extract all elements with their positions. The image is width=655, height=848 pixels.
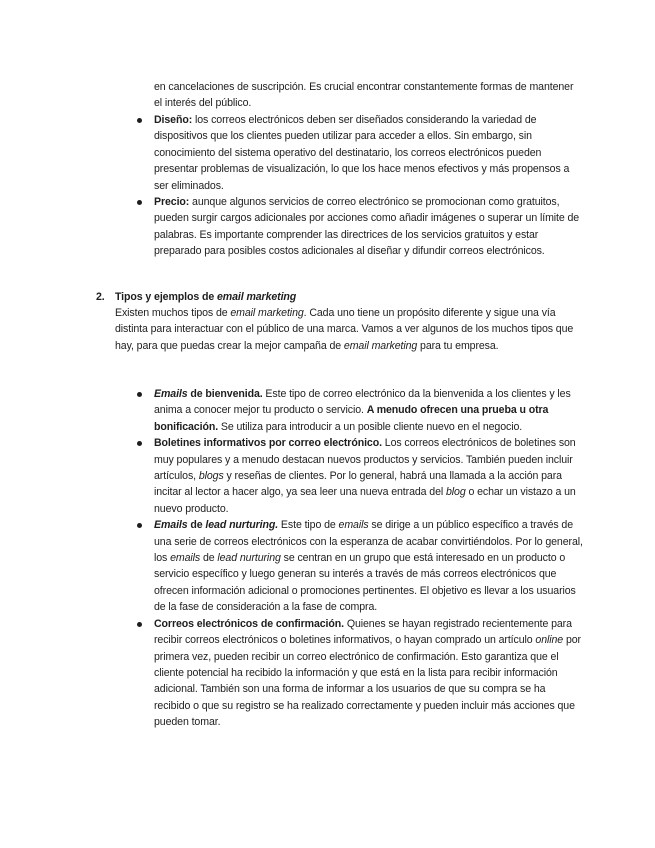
bullet-icon (137, 441, 142, 446)
lead-italic: emails (170, 552, 201, 565)
list-item-design (154, 112, 584, 194)
list-item-price (154, 194, 584, 260)
heading-italic: email marketing (217, 291, 297, 303)
bullet-icon (137, 392, 142, 397)
confirmation-italic: online (535, 634, 564, 647)
lead-label-mid: de (187, 519, 206, 532)
section-intro (115, 305, 580, 354)
confirmation-text: por primera vez, pueden recibir un correo electrónico de confirmación. Esto garantiza que el cliente potencial ha recibido la información y que está en la lista para recibir información adicional. También son una forma de informar a los usuarios de que su compra se ha recibido o que su registro se ha realizado correctamente y pueden incluir más acciones que pueden tomar. (154, 634, 581, 729)
confirmation-label: Correos electrónicos de confirmación. (154, 617, 344, 630)
lead-nurturing-label (154, 519, 278, 531)
lead-text: Este tipo de (278, 519, 339, 532)
newsletters-italic: blog (445, 486, 466, 499)
intro-italic: email marketing (230, 307, 304, 319)
first-bullet-list (154, 112, 584, 260)
price-text: aunque algunos servicios de correo electrónico se promocionan como gratuitos, pueden surgir cargos adicionales por acciones como añadir imágenes o superar un límite de palabras. Es importante comprender las directrices de los servicios gratuitos y estar preparado para posibles costos adicionales al diseñar y difundir correos electrónicos. (154, 196, 580, 258)
bullet-icon (137, 200, 142, 205)
lead-label-italic: lead nurturing. (205, 519, 279, 532)
newsletters-text: y reseñas de clientes. Por lo general, habrá una llamada a la acción para incitar al lector a hacer algo, ya sea leer una nueva entrada del (154, 470, 562, 499)
types-bullet-list (154, 386, 584, 731)
welcome-label-rest: de bienvenida. (187, 388, 263, 400)
bullet-icon (137, 523, 142, 528)
heading-plain: Tipos y ejemplos de (115, 291, 218, 303)
lead-italic: lead nurturing (217, 552, 281, 565)
welcome-bold-text: A menudo ofrecen una prueba u otra bonificación. (154, 404, 549, 433)
list-item-welcome (154, 386, 584, 435)
confirmation-text: Quienes se hayan registrado recientemente para recibir correos electrónicos o boletines informativos, o hayan comprado un artículo (154, 617, 572, 647)
welcome-label (154, 388, 263, 400)
welcome-label-italic: Emails (154, 388, 188, 400)
lead-italic: emails (338, 519, 369, 532)
bullet-icon (137, 622, 142, 627)
design-label: Diseño: (154, 114, 193, 126)
price-label: Precio: (154, 196, 190, 209)
lead-text: se centran en un grupo que está interesado en un producto o servicio específico y luego generan su interés a través de más correos electrónicos que ofrecen información adicional o promociones pertinentes. El objetivo es llevar a los usuarios de la fase de consideración a la fase de compra. (154, 552, 576, 614)
lead-text: de (200, 552, 218, 565)
list-item-lead-nurturing (154, 517, 584, 615)
design-text: los correos electrónicos deben ser diseñados considerando la variedad de dispositivos que los clientes pueden utilizar para acceder a ellos. Sin embargo, sin conocimiento del sistema operativo del destinatario, los correos electrónicos pueden presentar problemas de visualización, lo que los hace menos efectivos y más propensos a ser eliminados. (154, 114, 570, 192)
list-item-confirmation (154, 616, 584, 731)
newsletters-text: o echar un vistazo a un nuevo producto. (154, 486, 576, 515)
newsletters-label: Boletines informativos por correo electrónico. (154, 437, 382, 450)
section-number: 2. (96, 291, 105, 303)
continuation-paragraph: en cancelaciones de suscripción. Es crucial encontrar constantemente formas de mantener el interés del público. (154, 81, 574, 110)
welcome-text: Este tipo de correo electrónico da la bienvenida a los clientes y les anima a conocer mejor tu producto o servicio. (154, 388, 571, 417)
lead-label-italic: Emails (154, 519, 188, 532)
intro-part: . Cada uno tiene un propósito diferente y sigue una vía distinta para interactuar con el público de una marca. Vamos a ver algunos de los muchos tipos que hay, para que puedas crear la mejor campaña de (115, 307, 574, 352)
intro-part: Existen muchos tipos de (115, 307, 231, 319)
section-heading (115, 289, 296, 305)
newsletters-text: Los correos electrónicos de boletines son muy populares y a menudo destacan nuevos productos y servicios. También pueden incluir artículos, (154, 437, 576, 483)
list-item-newsletters (154, 435, 584, 517)
newsletters-italic: blogs (198, 470, 224, 483)
welcome-text: Se utiliza para introducir a un posible cliente nuevo en el negocio. (218, 420, 523, 433)
lead-text: se dirige a un público específico a través de una serie de correos electrónicos con la esperanza de acabar convirtiéndolos. Por lo general, los (154, 519, 583, 565)
intro-part: para tu empresa. (417, 339, 499, 352)
bullet-icon (137, 118, 142, 123)
intro-italic: email marketing (343, 339, 418, 352)
